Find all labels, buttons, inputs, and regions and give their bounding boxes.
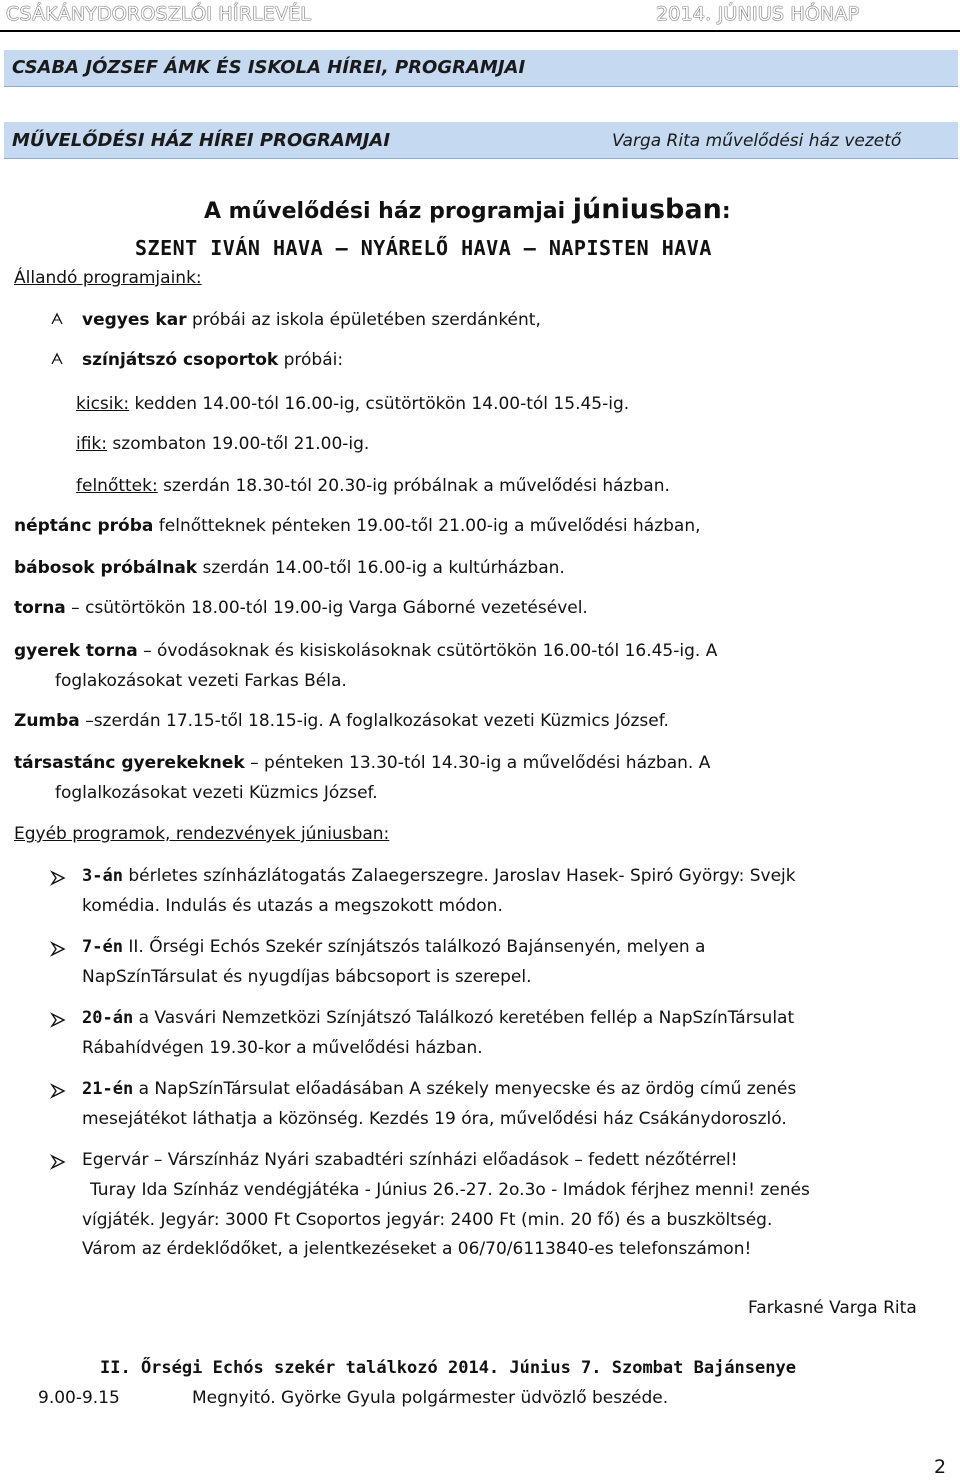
school-section-bar — [4, 50, 958, 87]
zumba-text: –szerdán 17.15-től 18.15-ig. A foglalkozásokat vezeti Küzmics József. — [79, 711, 669, 731]
adults-text: szerdán 18.30-tól 20.30-ig próbálnak a művelődési házban. — [157, 476, 670, 496]
kids-text: kedden 14.00-tól 16.00-ig, csütörtökön 14.00-tól 15.45-ig. — [129, 394, 630, 414]
event-3-text: bérletes színházlátogatás Zalaegerszegre. Jaroslav Hasek- Spiró György: Svejk — [122, 866, 796, 886]
heading-month: júniusban — [572, 194, 722, 225]
list-item — [50, 350, 343, 370]
folk-dance-line — [14, 516, 701, 536]
festival-time: 9.00-9.15 — [38, 1388, 120, 1408]
zumba-line — [14, 711, 669, 731]
festival-title: II. Őrségi Echós szekér találkozó 2014. Június 7. Szombat Bajánsenye — [100, 1358, 796, 1378]
schedule-teens — [76, 434, 369, 454]
gym-label: torna — [14, 598, 66, 618]
event-20-line-2: Rábahídvégen 19.30-kor a művelődési házban. — [82, 1038, 483, 1058]
bullet-icon — [50, 312, 64, 326]
section-author: Varga Rita művelődési ház vezető — [612, 131, 902, 151]
school-section-title: CSABA JÓZSEF ÁMK ÉS ISKOLA HÍREI, PROGRAMJAI — [12, 57, 526, 78]
culture-house-section-title: MŰVELŐDÉSI HÁZ HÍREI PROGRAMJAI — [12, 130, 391, 151]
event-7-line-2: NapSzínTársulat és nyugdíjas bábcsoport is szerepel. — [82, 967, 532, 987]
egervar-line-2: Turay Ida Színház vendégjátéka - Június 26.-27. 2o.3o - Imádok férjhez menni! zenés — [90, 1180, 810, 1200]
theater-groups-label: színjátszó csoportok — [82, 350, 279, 370]
choir-text: próbái az iskola épületében szerdánként, — [186, 310, 541, 330]
arrow-bullet-icon — [50, 870, 66, 886]
events-label: Egyéb programok, rendezvények júniusban: — [14, 824, 390, 844]
teens-label: ifik: — [76, 434, 108, 454]
bullet-icon — [50, 352, 64, 366]
list-item — [50, 310, 541, 330]
kids-gym-label: gyerek torna — [14, 641, 138, 661]
gym-text: – csütörtökön 18.00-tól 19.00-ig Varga Gáborné vezetésével. — [65, 598, 588, 618]
arrow-bullet-icon — [50, 1154, 66, 1170]
arrow-bullet-icon — [50, 1083, 66, 1099]
page-subheading: SZENT IVÁN HAVA – NYÁRELŐ HAVA – NAPISTEN HAVA — [135, 236, 712, 260]
folk-dance-text: felnőtteknek pénteken 19.00-től 21.00-ig a művelődési házban, — [153, 516, 701, 536]
ballroom-text: – pénteken 13.30-tól 14.30-ig a művelődési házban. A — [244, 753, 711, 773]
header-divider — [0, 30, 960, 32]
egervar-line-1: Egervár – Várszínház Nyári szabadtéri színházi előadások – fedett nézőtérrel! — [82, 1150, 738, 1170]
culture-house-section-bar — [4, 122, 958, 159]
kids-label: kicsik: — [76, 394, 130, 414]
schedule-adults — [76, 476, 670, 496]
kids-gym-continuation: foglakozásokat vezeti Farkas Béla. — [55, 671, 347, 691]
zumba-label: Zumba — [14, 711, 80, 731]
arrow-bullet-icon — [50, 941, 66, 957]
event-20-text: a Vasvári Nemzetközi Színjátszó Találkozó keretében fellép a NapSzínTársulat — [133, 1008, 795, 1028]
gym-line — [14, 598, 588, 618]
theater-groups-text: próbái: — [278, 350, 344, 370]
choir-label: vegyes kar — [82, 310, 187, 330]
page-number: 2 — [934, 1456, 947, 1478]
teens-text: szombaton 19.00-től 21.00-ig. — [107, 434, 370, 454]
event-21-line-1 — [82, 1079, 796, 1099]
event-3-date: 3-án — [82, 866, 123, 886]
festival-opening: Megnyitó. Györke Gyula polgármester üdvözlő beszéde. — [192, 1388, 669, 1408]
arrow-bullet-icon — [50, 1012, 66, 1028]
egervar-line-4: Várom az érdeklődőket, a jelentkezéseket a 06/70/6113840-es telefonszámon! — [82, 1239, 752, 1259]
puppeteers-text: szerdán 14.00-től 16.00-ig a kultúrházban. — [197, 558, 565, 578]
egervar-line-3: vígjáték. Jegyár: 3000 Ft Csoportos jegyár: 2400 Ft (min. 20 fő) és a buszköltség. — [82, 1210, 773, 1230]
event-7-line-1 — [82, 937, 705, 957]
event-21-text: a NapSzínTársulat előadásában A székely menyecske és az ördög című zenés — [133, 1079, 797, 1099]
adults-label: felnőttek: — [76, 476, 158, 496]
event-7-text: II. Őrségi Echós Szekér színjátszós találkozó Bajánsenyén, melyen a — [122, 937, 706, 957]
signature: Farkasné Varga Rita — [748, 1298, 917, 1318]
page-heading — [204, 194, 731, 225]
event-7-date: 7-én — [82, 937, 123, 957]
kids-gym-text: – óvodásoknak és kisiskolásoknak csütörtökön 16.00-tól 16.45-ig. A — [137, 641, 718, 661]
kids-gym-line — [14, 641, 717, 661]
ballroom-label: társastánc gyerekeknek — [14, 753, 245, 773]
puppeteers-label: bábosok próbálnak — [14, 558, 198, 578]
heading-colon: : — [721, 199, 731, 224]
event-20-line-1 — [82, 1008, 794, 1028]
regular-programs-label: Állandó programjaink: — [14, 268, 202, 288]
folk-dance-label: néptánc próba — [14, 516, 154, 536]
newsletter-title: CSÁKÁNYDOROSZLÓI HÍRLEVÉL — [6, 3, 312, 25]
schedule-kids — [76, 394, 629, 414]
heading-text: A művelődési ház programjai — [204, 199, 573, 224]
event-21-line-2: mesejátékot láthatja a közönség. Kezdés 19 óra, művelődési ház Csákánydoroszló. — [82, 1109, 787, 1129]
newsletter-date: 2014. JÚNIUS HÓNAP — [656, 3, 860, 25]
ballroom-continuation: foglalkozásokat vezeti Küzmics József. — [55, 783, 378, 803]
ballroom-line — [14, 753, 710, 773]
event-3-line-2: komédia. Indulás és utazás a megszokott módon. — [82, 896, 503, 916]
event-20-date: 20-án — [82, 1008, 134, 1028]
puppeteers-line — [14, 558, 565, 578]
event-3-line-1 — [82, 866, 796, 886]
event-21-date: 21-én — [82, 1079, 134, 1099]
